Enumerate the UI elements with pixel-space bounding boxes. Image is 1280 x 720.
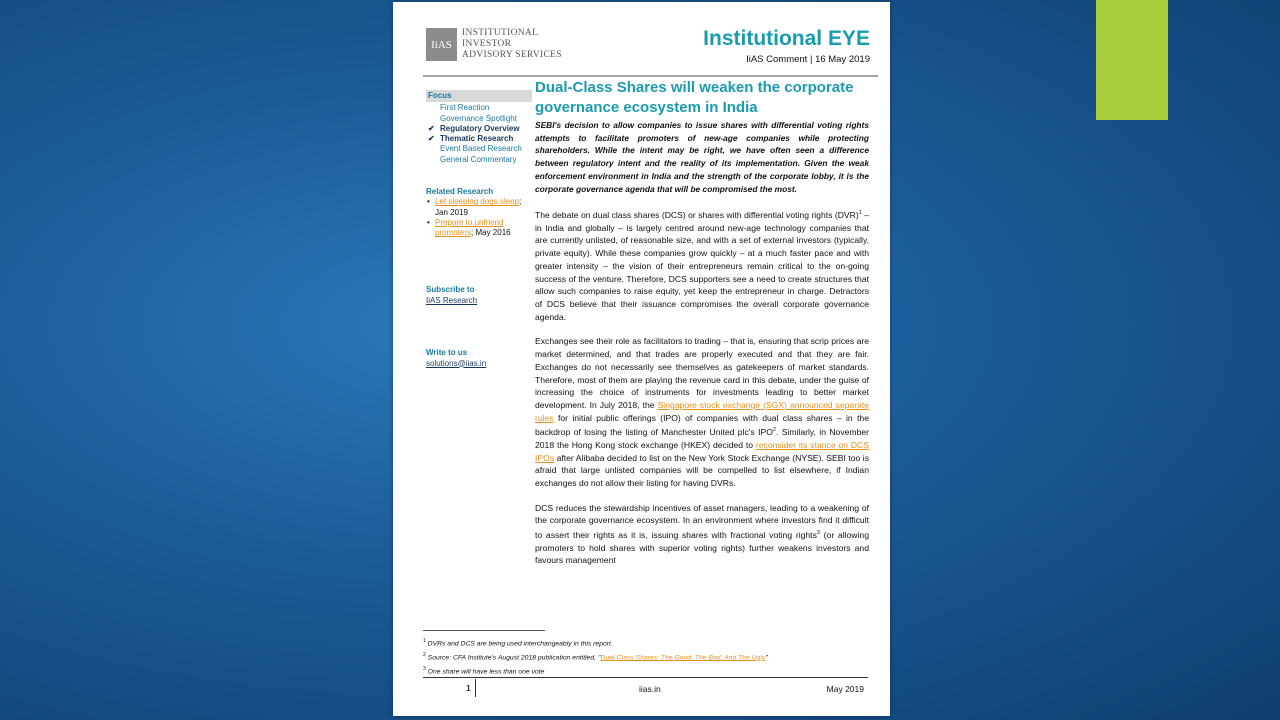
focus-item-label: Regulatory Overview: [440, 123, 520, 133]
article-summary: SEBI's decision to allow companies to issue shares with differential voting rights attempts to facilitate promoters of new-age companies while protecting shareholders. While the intent may be right, we have often seen a difference between regulatory intent and the reality of its implementation. Given the weak enforcement environment in India and the strength of the corporate lobby, it is the corporate governance agenda that will be compromised the most.: [535, 120, 869, 194]
focus-item-thematic-research: [426, 134, 532, 144]
page-number-separator: [475, 679, 476, 697]
article-paragraph: [535, 502, 869, 567]
focus-item-first-reaction: [426, 103, 532, 113]
related-research: [426, 187, 536, 238]
focus-title: Focus: [426, 90, 532, 102]
text-run: . Similarly, in November 2018 the Hong Kong stock exchange (HKEX) decided to: [535, 427, 869, 450]
text-run: for initial public offerings (IPO) of companies with dual class shares – in the backdrop of losing the listing of Manchester United plc's IPO: [535, 412, 869, 438]
contact-email-link[interactable]: solutions@iias.in: [426, 358, 487, 368]
logo-line: INSTITUTIONAL: [462, 28, 539, 38]
footnote-ref: 2: [772, 427, 776, 434]
text-run: DCS reduces the stewardship incentives of asset managers, leading to a weakening of the corporate governance ecosystem. In an environment where investors find it difficult to assert their rights as it is, issuing shares with fractional voting rights: [535, 502, 869, 540]
subscribe-link[interactable]: IiAS Research: [426, 295, 478, 305]
footnote-text: One share will have less than one vote: [425, 667, 545, 675]
focus-item-label: General Commentary: [440, 154, 517, 164]
focus-item-event-based-research: [426, 144, 532, 154]
logo-line: ADVISORY SERVICES: [462, 50, 562, 60]
contact-section: [426, 348, 486, 369]
text-run: Exchanges see their role as facilitators to trading – that is, ensuring that scrip prices are market determined, and that trades are properly executed and that they are fair. Exchanges do not necessarily see themselves as gatekeepers of market standards. Therefore, most of them are playing the revenue card in this debate, under the guise of increasing the choice of instruments for investments leading to better market development. In July 2018, the: [535, 336, 869, 410]
footnote-text: DVRs and DCS are being used interchangeably in this report.: [425, 640, 613, 648]
check-icon: ✔: [428, 123, 435, 133]
related-item: [426, 218, 536, 239]
footnote-2: [423, 650, 873, 664]
accent-bar: [1096, 0, 1168, 120]
related-link[interactable]: Prepare to unfriend promoters: [435, 217, 504, 238]
footnote-number: 2: [423, 651, 426, 658]
related-title: Related Research: [426, 187, 494, 196]
logo-line: INVESTOR: [462, 39, 512, 49]
brand-subtitle: IiAS Comment | 16 May 2019: [746, 54, 870, 65]
text-run: – in India and globally – is largely centred around new-age technology companies that are currently unlisted, of reasonable size, and with a set of external investors (typically, private equity). While these companies grow quickly – at a much faster pace and with greater intensity – the vision of their entrepreneurs remain critical to the on-going success of the venture. Therefore, DCS supporters see a need to create structures that allow such companies to raise equity, yet keep the entrepreneur in charge. Detractors of DCS believe that their issuance compromises the overall corporate governance agenda.: [535, 210, 869, 322]
footnote-text: ": [765, 654, 768, 662]
focus-item-label: Event Based Research: [440, 144, 522, 154]
document-page: [393, 2, 890, 716]
focus-item-governance-spotlight: [426, 114, 532, 124]
cfa-link[interactable]: Dual-Class Shares: The Good, The Bad, And The Ugly: [600, 654, 766, 662]
page-number: 1: [466, 683, 471, 693]
header-divider: [423, 75, 878, 77]
focus-item-regulatory-overview: [426, 124, 532, 134]
related-item: [426, 197, 536, 218]
footnote-ref: 3: [816, 530, 820, 537]
footnote-number: 3: [423, 665, 426, 672]
footnote-ref: 1: [858, 210, 862, 217]
related-link[interactable]: Let sleeping dogs sleep: [435, 197, 520, 207]
hkex-link[interactable]: reconsider its stance on DCS IPOs: [535, 439, 869, 463]
focus-panel: [426, 90, 532, 165]
subscribe-section: [426, 285, 477, 306]
focus-item-label: First Reaction: [440, 103, 490, 113]
logo-text: [462, 28, 562, 61]
footnote-text: Source: CFA Institute's August 2018 publication entitled, ": [425, 654, 601, 662]
article-title: Dual-Class Shares will weaken the corporate governance ecosystem in India: [535, 79, 854, 116]
footnote-number: 1: [423, 638, 426, 644]
text-run: after Alibaba decided to list on the New York Stock Exchange (NYSE). SEBI too is afraid that large unlisted companies will be compelled to list elsewhere, if Indian exchanges do not allow their listing for having DVRs.: [535, 452, 869, 488]
sgx-link[interactable]: Singapore stock exchange (SGX) announced separate rules: [535, 399, 870, 423]
footer-site: iias.in: [639, 684, 661, 694]
footnote-3: [423, 664, 873, 678]
footnotes: [423, 636, 873, 677]
subscribe-title: Subscribe to: [426, 285, 475, 294]
text-run: (or allowing promoters to hold shares with superior voting rights) further weakens investors and favours management: [535, 529, 869, 566]
footer-divider: [423, 677, 868, 678]
check-icon: ✔: [428, 134, 435, 144]
focus-item-label: Thematic Research: [440, 134, 514, 144]
article-paragraph: [535, 207, 869, 323]
brand-title: Institutional EYE: [703, 27, 870, 50]
footnote-divider: [423, 630, 545, 631]
footnote-1: [423, 636, 873, 650]
contact-title: Write to us: [426, 348, 468, 357]
article-paragraph: [535, 335, 869, 489]
related-date: ; May 2016: [471, 228, 511, 238]
footer-date: May 2019: [826, 684, 864, 694]
related-date: ; Jan 2019: [435, 197, 522, 217]
main-article: [535, 78, 869, 567]
text-run: The debate on dual class shares (DCS) or shares with differential voting rights (DVR): [535, 210, 859, 221]
focus-item-label: Governance Spotlight: [440, 113, 517, 123]
focus-item-general-commentary: [426, 155, 532, 165]
iias-logo: IiAS: [426, 28, 457, 61]
